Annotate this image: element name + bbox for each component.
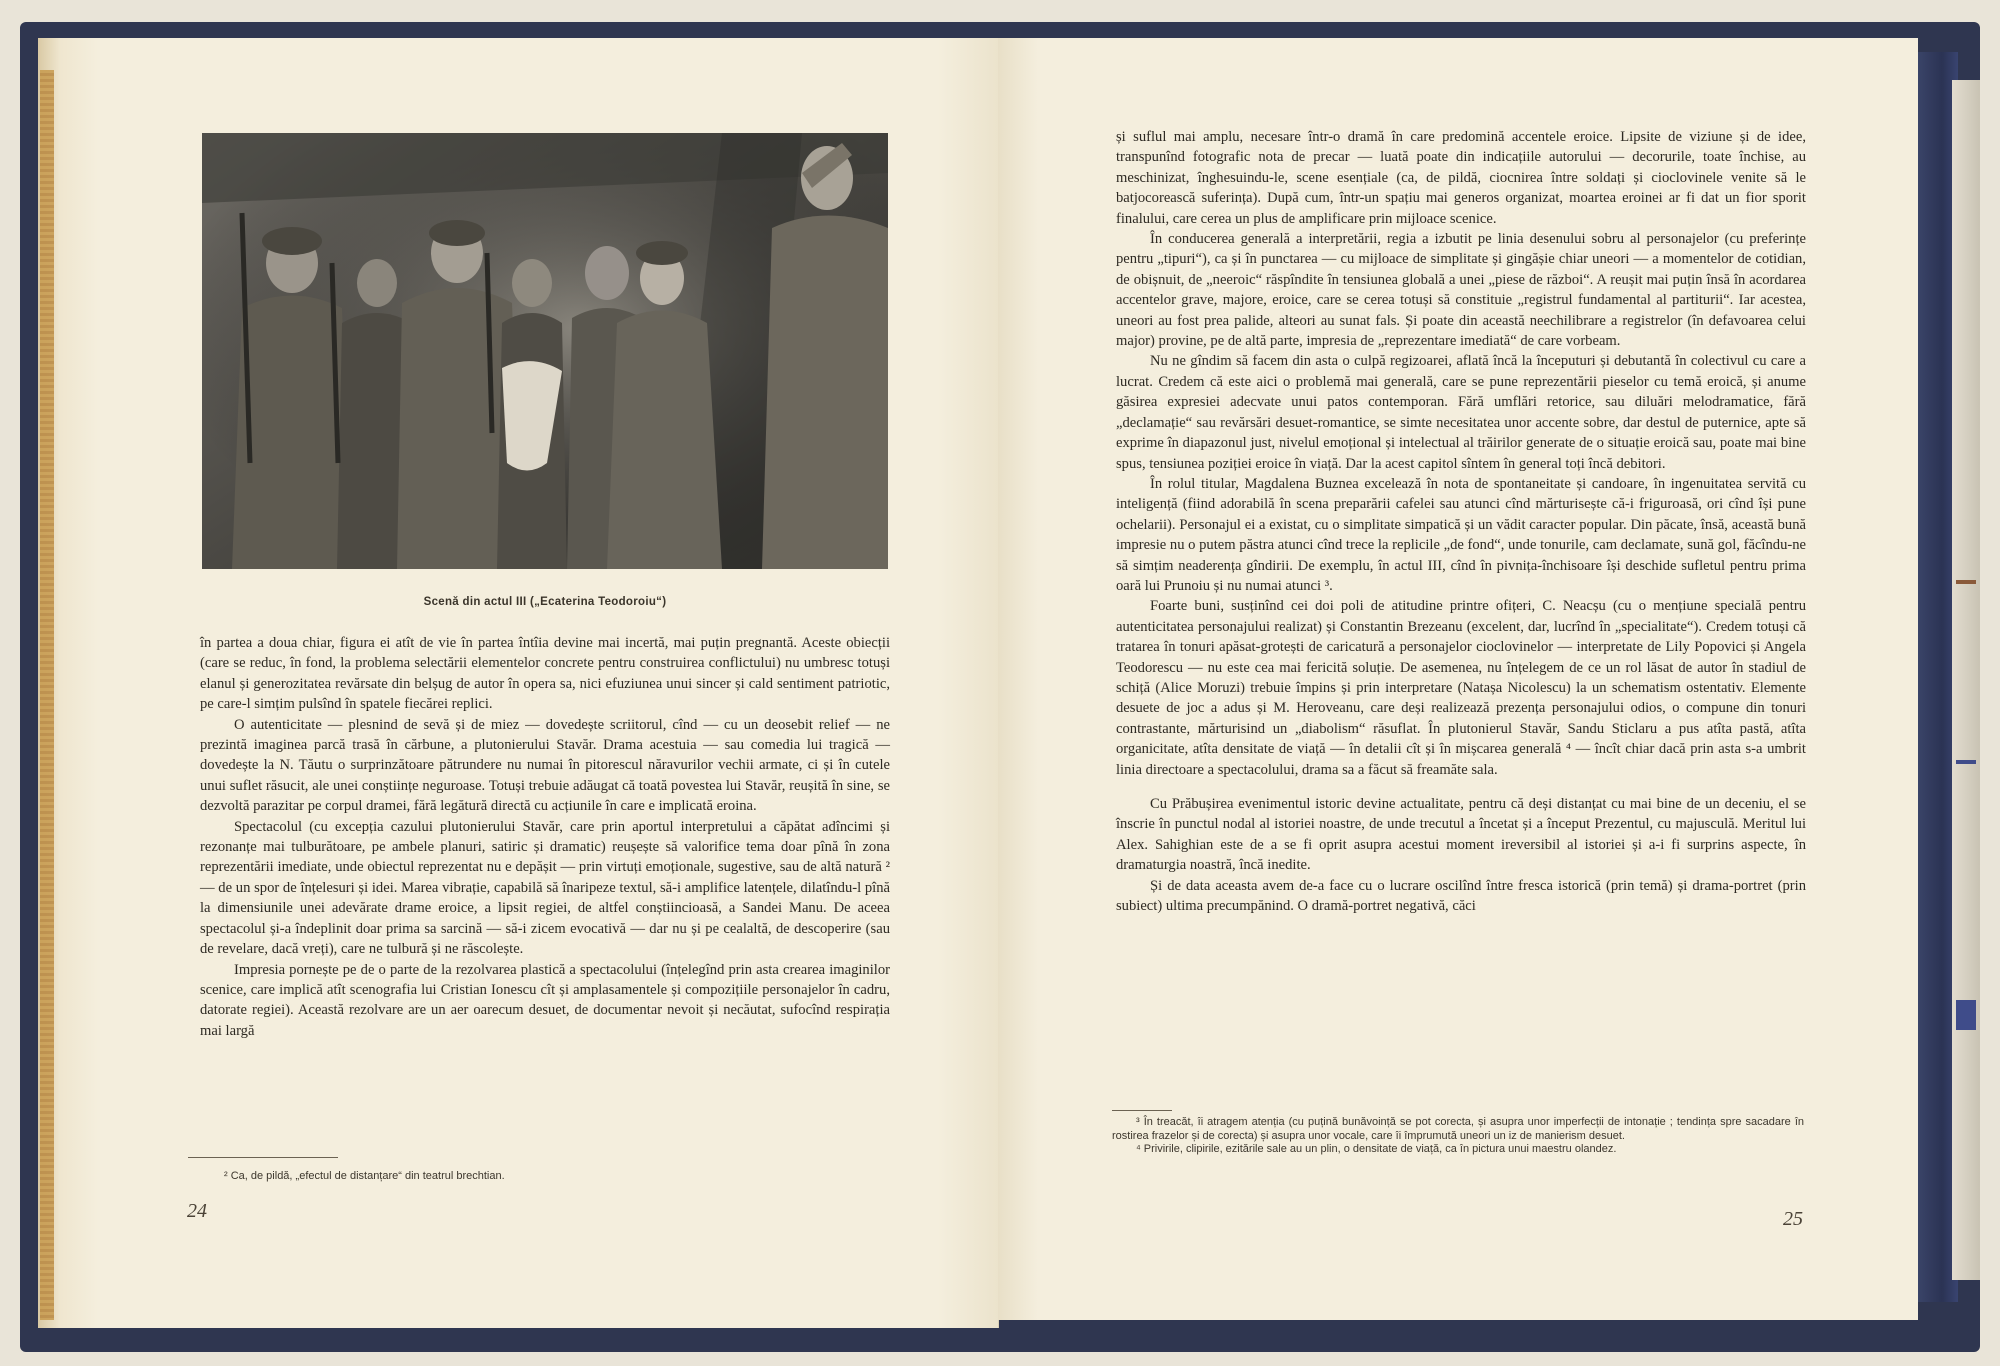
paragraph: și suflul mai amplu, necesare într-o dramă în care predomină accentele eroice. Lipsite de viziune și de idee, transpunînd fotografic nota de precar — luată poate din indicațiile autorului — decorurile, toate închise, au meschinizat, înghesuindu-le, scene esențiale (ca, de pildă, ciocnirea între soldați și cioclovinele venite să le batjocorească suferința). După cum, într-un spațiu mai generos organizat, moartea eroinei ar fi dat un fior sporit finalului, care cerea un plus de amplificare prin mijloace scenice. (1116, 129, 1806, 227)
ribbon-mark (1956, 580, 1976, 584)
footnote: ³ În treacăt, îi atragem atenția (cu puțină bunăvoință se pot corecta, și asupra unor imperfecții de intonație ; tendința spre sacadare în rostirea frazelor și de corecta) și asupra unor vocale, care îi împrumută uneori un iz de manierism desuet. (1112, 1116, 1804, 1142)
footnote-rule (1112, 1110, 1172, 1111)
paragraph: Impresia pornește pe de o parte de la rezolvarea plastică a spectacolului (înțelegînd prin asta crearea imaginilor scenice, care implică atît scenografia lui Cristian Ionescu cît și amplasamentele și compozițiile personajelor în cadru, datorate regiei). Această rezolvare are un aer oarecum desuet, de documentar nevoit și necăutat, sufocînd respirația mai largă (200, 961, 890, 1039)
ribbon-mark (1956, 1000, 1976, 1030)
scene-photo (202, 133, 888, 569)
paragraph: O autenticitate — plesnind de sevă și de miez — dovedește scriitorul, cînd — cu un deosebit relief — ne prezintă imaginea parcă trasă în cărbune, a plutonierului Stavăr. Drama acestuia — sau comedia lui tragică — dovedește la N. Tăutu o surprinzătoare pătrundere nu numai în pitorescul năravurilor vechii armate, ci și în cutele unui suflet răsucit, ale unei conștiințe neguroase. Totuși trebuie adăugat că toată povestea lui Stavăr, reușită în sine, se dezvoltă parazitar pe corpul dramei, fără legătură directă cu acțiunile în care e implicată eroina. (200, 716, 890, 815)
left-body-text (200, 633, 890, 1041)
footnote-rule (188, 1157, 338, 1158)
footnote: ² Ca, de pildă, „efectul de distanțare“ din teatrul brechtian. (224, 1170, 505, 1182)
photo-caption: Scenă din actul III („Ecaterina Teodoroiu“) (423, 596, 667, 608)
right-body-text (1116, 127, 1806, 916)
paragraph: Cu Prăbușirea evenimentul istoric devine actualitate, pentru că deși distanțat cu mai bine de un deceniu, el se înscrie în punctul nodal al istoriei noastre, de unde trecutul a încetat și a început Prezentul, cu majusculă. Meritul lui Alex. Sahighian este de a se fi oprit asupra acestui moment ireversibil al istoriei și a-i fi surprins aspecte, în dramaturgia noastră, încă inedite. (1116, 796, 1806, 874)
paragraph: Și de data aceasta avem de-a face cu o lucrare oscilînd între fresca istorică (prin temă) și drama-portret (prin subiect) ultima precumpănind. O dramă-portret negativă, căci (1116, 877, 1806, 915)
paragraph: În rolul titular, Magdalena Buznea excelează în nota de spontaneitate și candoare, în ingenuitatea servită cu inteligență (fiind adorabilă în scena preparării cafelei sau atunci cînd mărturisește că-i friguroasă, ori cînd își pune ochelarii). Personajul ei a existat, cu o simplitate simpatică și un vădit caracter popular. Din păcate, însă, această bună impresie nu o putem păstra atunci cînd trece la replicile „de fond“, unde tonurile, cam declamate, sună gol, făcîndu-ne să simțim neaderența gîndirii. De exemplu, în actul III, cînd în pivnița-închisoare își deschide sufletul pentru prima oară lui Prunoiu și nu numai atunci ³. (1116, 475, 1806, 594)
footnotes (200, 1170, 890, 1184)
paragraph: Spectacolul (cu excepția cazului plutonierului Stavăr, care prin aportul interpretului a căpătat adîncimi și rezonanțe mai tulburătoare, pe ambele planuri, satiric și dramatic) reușește să valorifice tema doar pînă în zona reprezentării imediate, unde obiectul reprezentat nu e depășit — prin virtuți emoționale, sugestive, sau de altă natură ² — de un spor de înțelesuri și idei. Marea vibrație, capabilă să înaripeze textul, să-i amplifice latențele, dilatîndu-l pînă la dimensiunile unei adevărate drame eroice, a lipsit regiei, de altfel conștiincioasă, a Sandei Manu. De aceea spectacolul și-a îndeplinit doar prima sa sarcină — să-i zicem evocativă — dar nu și pe cealaltă, de descoperire (sau de revelare, dacă vreți), care ne tulbură și ne răscolește. (200, 818, 890, 958)
paragraph: Nu ne gîndim să facem din asta o culpă regizoarei, aflată încă la începuturi și debutantă în colectivul cu care a lucrat. Credem că este aici o problemă mai generală, care se pune reprezentării pieselor cu temă eroică, și anume găsirea expresiei adecvate unui patos contemporan. Fără umflări retorice, sau diluări melodramatice, fără „declamație“ sau revărsări desuet-romantice, se simte necesitatea unor accente sobre, dar destul de puternice, apte să exprime în diapazonul just, nivelul emoțional și intelectual al trăirilor generate de o situație eroică sau, poate mai bine spus, tensiunea poziției eroice în viață. Dar la acest capitol sîntem în general toți încă debitori. (1116, 353, 1806, 472)
footnotes (1112, 1116, 1804, 1157)
ribbon-mark (1956, 760, 1976, 764)
paragraph: în partea a doua chiar, figura ei atît de vie în partea întîia devine mai incertă, mai puțin pregnantă. Aceste obiecții (care se reduc, în fond, la problema selectării elementelor concrete pentru construirea conflictului) nu umbresc totuși elanul și generozitatea revărsate din belșug de autor în opera sa, nici efuziunea unui sincer și cald sentiment patriotic, pe care-l simțim pulsînd în spatele fiecărei replici. (200, 635, 890, 713)
paragraph: Foarte buni, susținînd cei doi poli de atitudine printre ofițeri, C. Neacșu (cu o mențiune specială pentru autenticitatea personajului realizat) și Constantin Brezeanu (excelent, dar, lucrînd în „specialitate“). Credem totuși că tratarea în tonuri apăsat-grotești de caricatură a personajelor cioclovinelor — interpretate de Lily Popovici și Angela Teodorescu — nu este cea mai fericită soluție. De asemenea, nu înțelegem de ce un rol lăsat de autor în stadiul de schiță (Alice Moruzi) trebuie împins și prin interpretare (Natașa Nicolescu) la un schematism ostentativ. Elemente desuete de joc a adus și M. Heroveanu, care deși realizează prezența personajului odios, o compune din tonuri contrastante, mărturisind un „diabolism“ răsuflat. În plutonierul Stavăr, Sandu Sticlaru a pus atîta pastă, atîta organicitate, atîta densitate de viață — în detalii cît și în mișcarea generală ⁴ — încît chiar dacă prin asta s-a umbrit linia directoare a spectacolului, drama sa a făcut să freamăte sala. (1116, 598, 1806, 778)
paragraph: În conducerea generală a interpretării, regia a izbutit pe linia desenului sobru al personajelor (cu preferințe pentru „tipuri“), ca și în punctarea — cu mijloace de simplitate și gingășie chiar uneori — a momentelor de cotidian, de obișnuit, de „neeroic“ răspîndite în tensiunea globală a unei „piese de război“. A reușit mai puțin însă în acordarea accentelor grave, majore, eroice, care se cerea totuși să constituie „registrul fundamental al partiturii“. Iar acestea, uneori au fost prea palide, alteori au sunat fals. Și poate din această neechilibrare a registrelor (în defavoarea celui major) provine, pe de altă parte, impresia de „reprezentare imediată“ de care vorbeam. (1116, 231, 1806, 350)
page-number-left: 24 (187, 1200, 207, 1222)
page-edge (40, 70, 54, 1320)
page-number-right: 25 (1783, 1208, 1803, 1230)
bookmark-strip (1952, 80, 1980, 1280)
footnote: ⁴ Privirile, clipirile, ezitările sale au un plin, o densitate de viață, ca în pictura unui maestru olandez. (1136, 1143, 1617, 1155)
